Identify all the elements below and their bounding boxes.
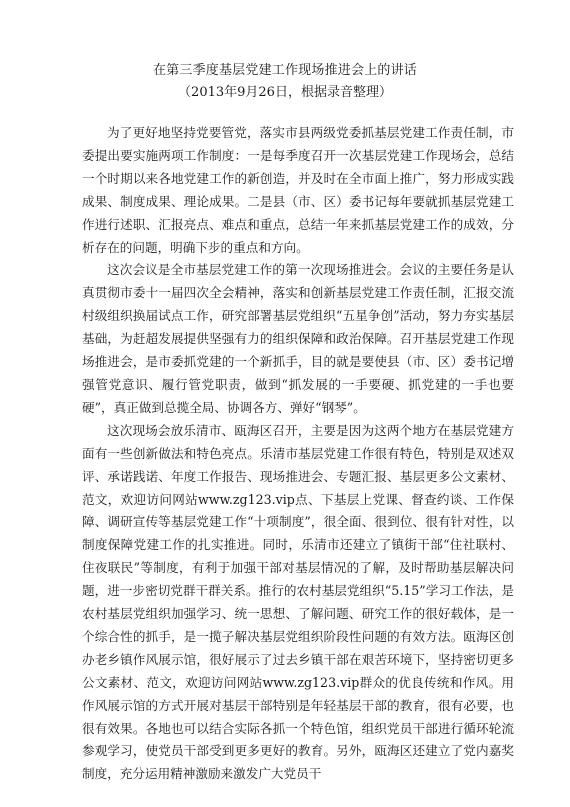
document-title: 在第三季度基层党建工作现场推进会上的讲话 bbox=[152, 63, 417, 78]
paragraph: 这次会议是全市基层党建工作的第一次现场推进会。会议的主要任务是认真贯彻市委十一届四次全会精神，落实和创新基层党建工作责任制，汇报交流村级组织换届试点工作，研究部署基层党组织“五星争创”活动，努力夯实基层基础，为赶超发展提供坚强有力的组织保障和政治保障。召开基层党建工作现场推进会，是市委抓党建的一个新抓手，目的就是要使县（市、区）委书记增强管党意识、履行管党职责，做到“抓发展的一手要硬、抓党建的一手也要硬”，真正做到总揽全局、协调各方、弹好“钢琴”。 bbox=[82, 262, 514, 415]
paragraph: 为了更好地坚持党要管党，落实市县两级党委抓基层党建工作责任制，市委提出要实施两项工作制度：一是每季度召开一次基层党建工作现场会，总结一个时期以来各地党建工作的新创造，并及时在全市面上推广，努力形成实践成果、制度成果、理论成果。二是县（市、区）委书记每年要就抓基层党建工作进行述职、汇报亮点、难点和重点，总结一年来抓基层党建工作的成效，分析存在的问题，明确下步的重点和方向。 bbox=[82, 125, 514, 255]
paragraph: 这次现场会放乐清市、瓯海区召开，主要是因为这两个地方在基层党建方面有一些创新做法和特色亮点。乐清市基层党建工作很有特色，特别是双述双评、承诺践诺、年度工作报告、现场推进会、专题汇报、基层更多公文素材、范文，欢迎访问网站www.zg123.vip点、下基层上党课、督查约谈、工作保障、调研宣传等基层党建工作“十项制度”，很全面、很到位、很有针对性，以制度保障党建工作的扎实推进。同时，乐清市还建立了镇街干部“住社联村、住夜联民”等制度，有利于加强干部对基层情况的了解，及时帮助基层解决问题，进一步密切党群干群关系。推行的农村基层党组织“5.15”学习工作法，是农村基层党组织加强学习、统一思想、了解问题、研究工作的很好载体，是一个综合性的抓手，是一揽子解决基层党组织阶段性问题的有效方法。瓯海区创办老乡镇作风展示馆，很好展示了过去乡镇干部在艰苦环境下，坚持密切更多公文素材、范文，欢迎访问网站www.zg123.vip群众的优良传统和作风。用作风展示馆的方式开展对基层干部特别是年轻基层干部的教育，很有必要，也很有效果。各地也可以结合实际各抓一个特色馆，组织党员干部进行循环轮流参观学习，使党员干部受到更多更好的教育。另外，瓯海区还建立了党内嘉奖制度，充分运用精神激励来激发广大党员干 bbox=[82, 422, 514, 782]
document-body bbox=[82, 122, 514, 786]
document-subtitle: （2013年9月26日，根据录音整理） bbox=[178, 85, 392, 100]
